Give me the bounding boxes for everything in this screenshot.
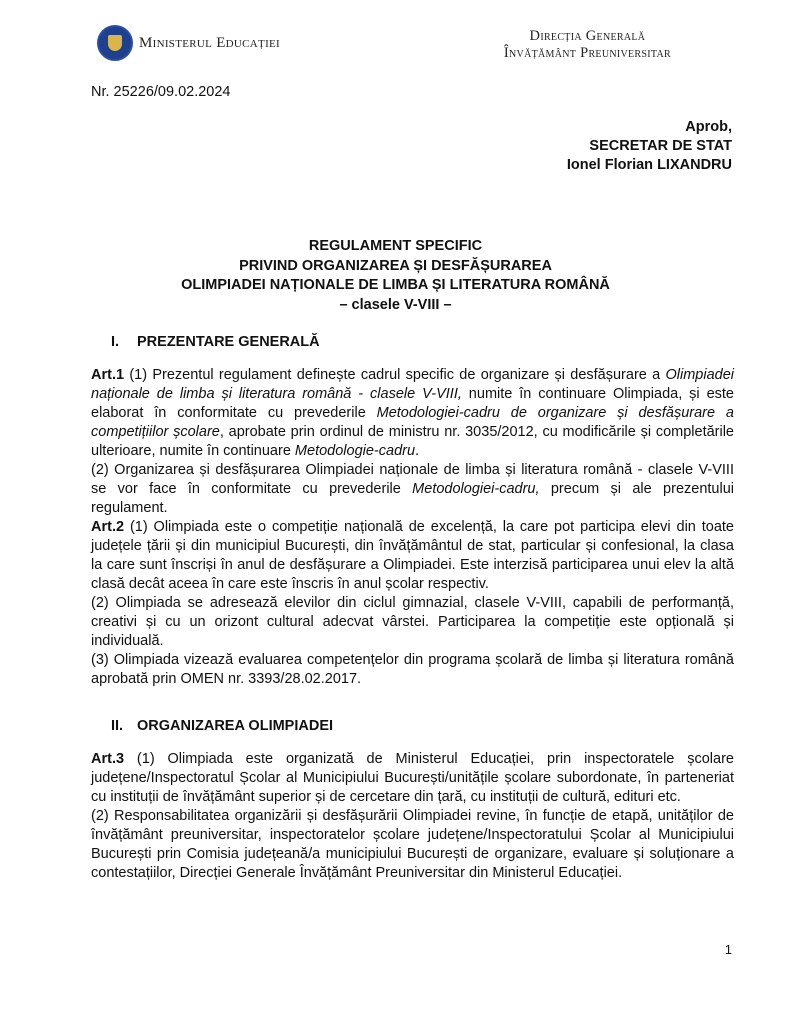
section-number: II. xyxy=(111,718,124,734)
article-label: Art.3 xyxy=(91,751,125,767)
italic-text: Metodologiei-cadru de organizare și desfășurare a competițiilor școlare xyxy=(91,405,734,440)
title-line: – clasele V-VIII – xyxy=(339,296,452,313)
paragraph xyxy=(91,750,734,807)
paragraph xyxy=(91,807,734,883)
ministry-name: Ministerul Educației xyxy=(139,34,281,51)
section-heading xyxy=(111,717,734,736)
approval-title: SECRETAR DE STAT xyxy=(589,138,732,154)
approval-line: Aprob, xyxy=(685,119,732,135)
paragraph xyxy=(91,594,734,651)
paragraph xyxy=(91,651,734,689)
directorate-line: Direcția Generală xyxy=(529,28,646,44)
document-body xyxy=(91,333,734,883)
paragraph-text: (3) Olimpiada vizează evaluarea competențelor din programa școlară de limba și literatura română aprobată prin OMEN nr. 3393/28.02.2017. xyxy=(91,652,734,687)
romanian-government-seal-icon xyxy=(97,25,133,61)
paragraph-text: (1) Olimpiada este organizată de Ministerul Educației, prin inspectoratele școlare județene/Inspectoratul Școlar al Municipiului București/unitățile școlare subordonate, în parteneriat cu instituții de învățământ superior și de cercetare din țară, cu instituții de cultură, edituri etc. xyxy=(91,751,734,805)
paragraph-text: (2) Organizarea și desfășurarea Olimpiadei naționale de limba și literatura română - clasele V-VIII se vor face în conformitate cu prevederile xyxy=(91,462,734,497)
title-line: OLIMPIADEI NAȚIONALE DE LIMBA ȘI LITERATURA ROMÂNĂ xyxy=(181,277,610,293)
paragraph xyxy=(91,366,734,461)
italic-text: Metodologie-cadru xyxy=(294,443,416,459)
italic-text: Olimpiadei naționale de limba și literatura română - clasele V-VIII, xyxy=(91,367,734,402)
page-number: 1 xyxy=(724,942,732,957)
paragraph-text: numite în continuare Olimpiada, și este elaborat în conformitate cu prevederile xyxy=(91,386,734,421)
directorate-line: Învățământ Preuniversitar xyxy=(503,45,671,61)
section-title: ORGANIZAREA OLIMPIADEI xyxy=(137,718,334,734)
approval-block xyxy=(567,118,732,175)
italic-text: Metodologiei-cadru, xyxy=(412,481,540,497)
paragraph xyxy=(91,518,734,594)
paragraph-text: (2) Responsabilitatea organizării și desfășurării Olimpiadei revine, în funcție de etapă, unităților de învățământ preuniversitar, inspectoratelor școlare județene/Inspectoratului Școlar al Municipiului București prin Comisia județeană/a municipiului București de organizare, evaluare și soluționare a contestațiilor, Direcției Generale Învățământ Preuniversitar din Ministerul Educației. xyxy=(91,808,734,881)
title-line: REGULAMENT SPECIFIC xyxy=(308,238,483,254)
ministry-logo xyxy=(97,25,280,61)
article-label: Art.2 xyxy=(91,519,125,535)
section-number: I. xyxy=(111,334,120,350)
document-number: Nr. 25226/09.02.2024 xyxy=(91,84,231,100)
paragraph-text: (2) Olimpiada se adresează elevilor din ciclul gimnazial, clasele V-VIII, capabili de performanță, creativi și cu un orizont cultural adecvat vârstei. Participarea la competiție este opțională și individuală. xyxy=(91,595,734,649)
section-title: PREZENTARE GENERALĂ xyxy=(137,334,320,350)
paragraph-text: . xyxy=(415,443,420,459)
document-title xyxy=(0,237,791,315)
paragraph-text: (1) Prezentul regulament definește cadrul specific de organizare și desfășurare a xyxy=(124,367,666,383)
directorate-header xyxy=(504,28,671,62)
section-heading xyxy=(111,333,734,352)
paragraph-text: (1) Olimpiada este o competiție națională de excelență, la care pot participa elevi din toate județele țării și din municipiul București, din învățământul de stat, particular și confesional, la clasa la care sunt înscriși în anul de desfășurare a Olimpiadei. Este interzisă participarea unui elev la altă clasă decât aceea în care este înscris în anul școlar respectiv. xyxy=(91,519,734,592)
paragraph-text: precum și ale prezentului regulament. xyxy=(91,481,734,516)
title-line: PRIVIND ORGANIZAREA ȘI DESFĂȘURAREA xyxy=(239,257,552,274)
approver-name: Ionel Florian LIXANDRU xyxy=(566,157,732,173)
paragraph-text: , aprobate prin ordinul de ministru nr. 3035/2012, cu modificările și completările ulterioare, numite în continuare xyxy=(91,424,734,459)
paragraph xyxy=(91,461,734,518)
article-label: Art.1 xyxy=(91,367,125,383)
